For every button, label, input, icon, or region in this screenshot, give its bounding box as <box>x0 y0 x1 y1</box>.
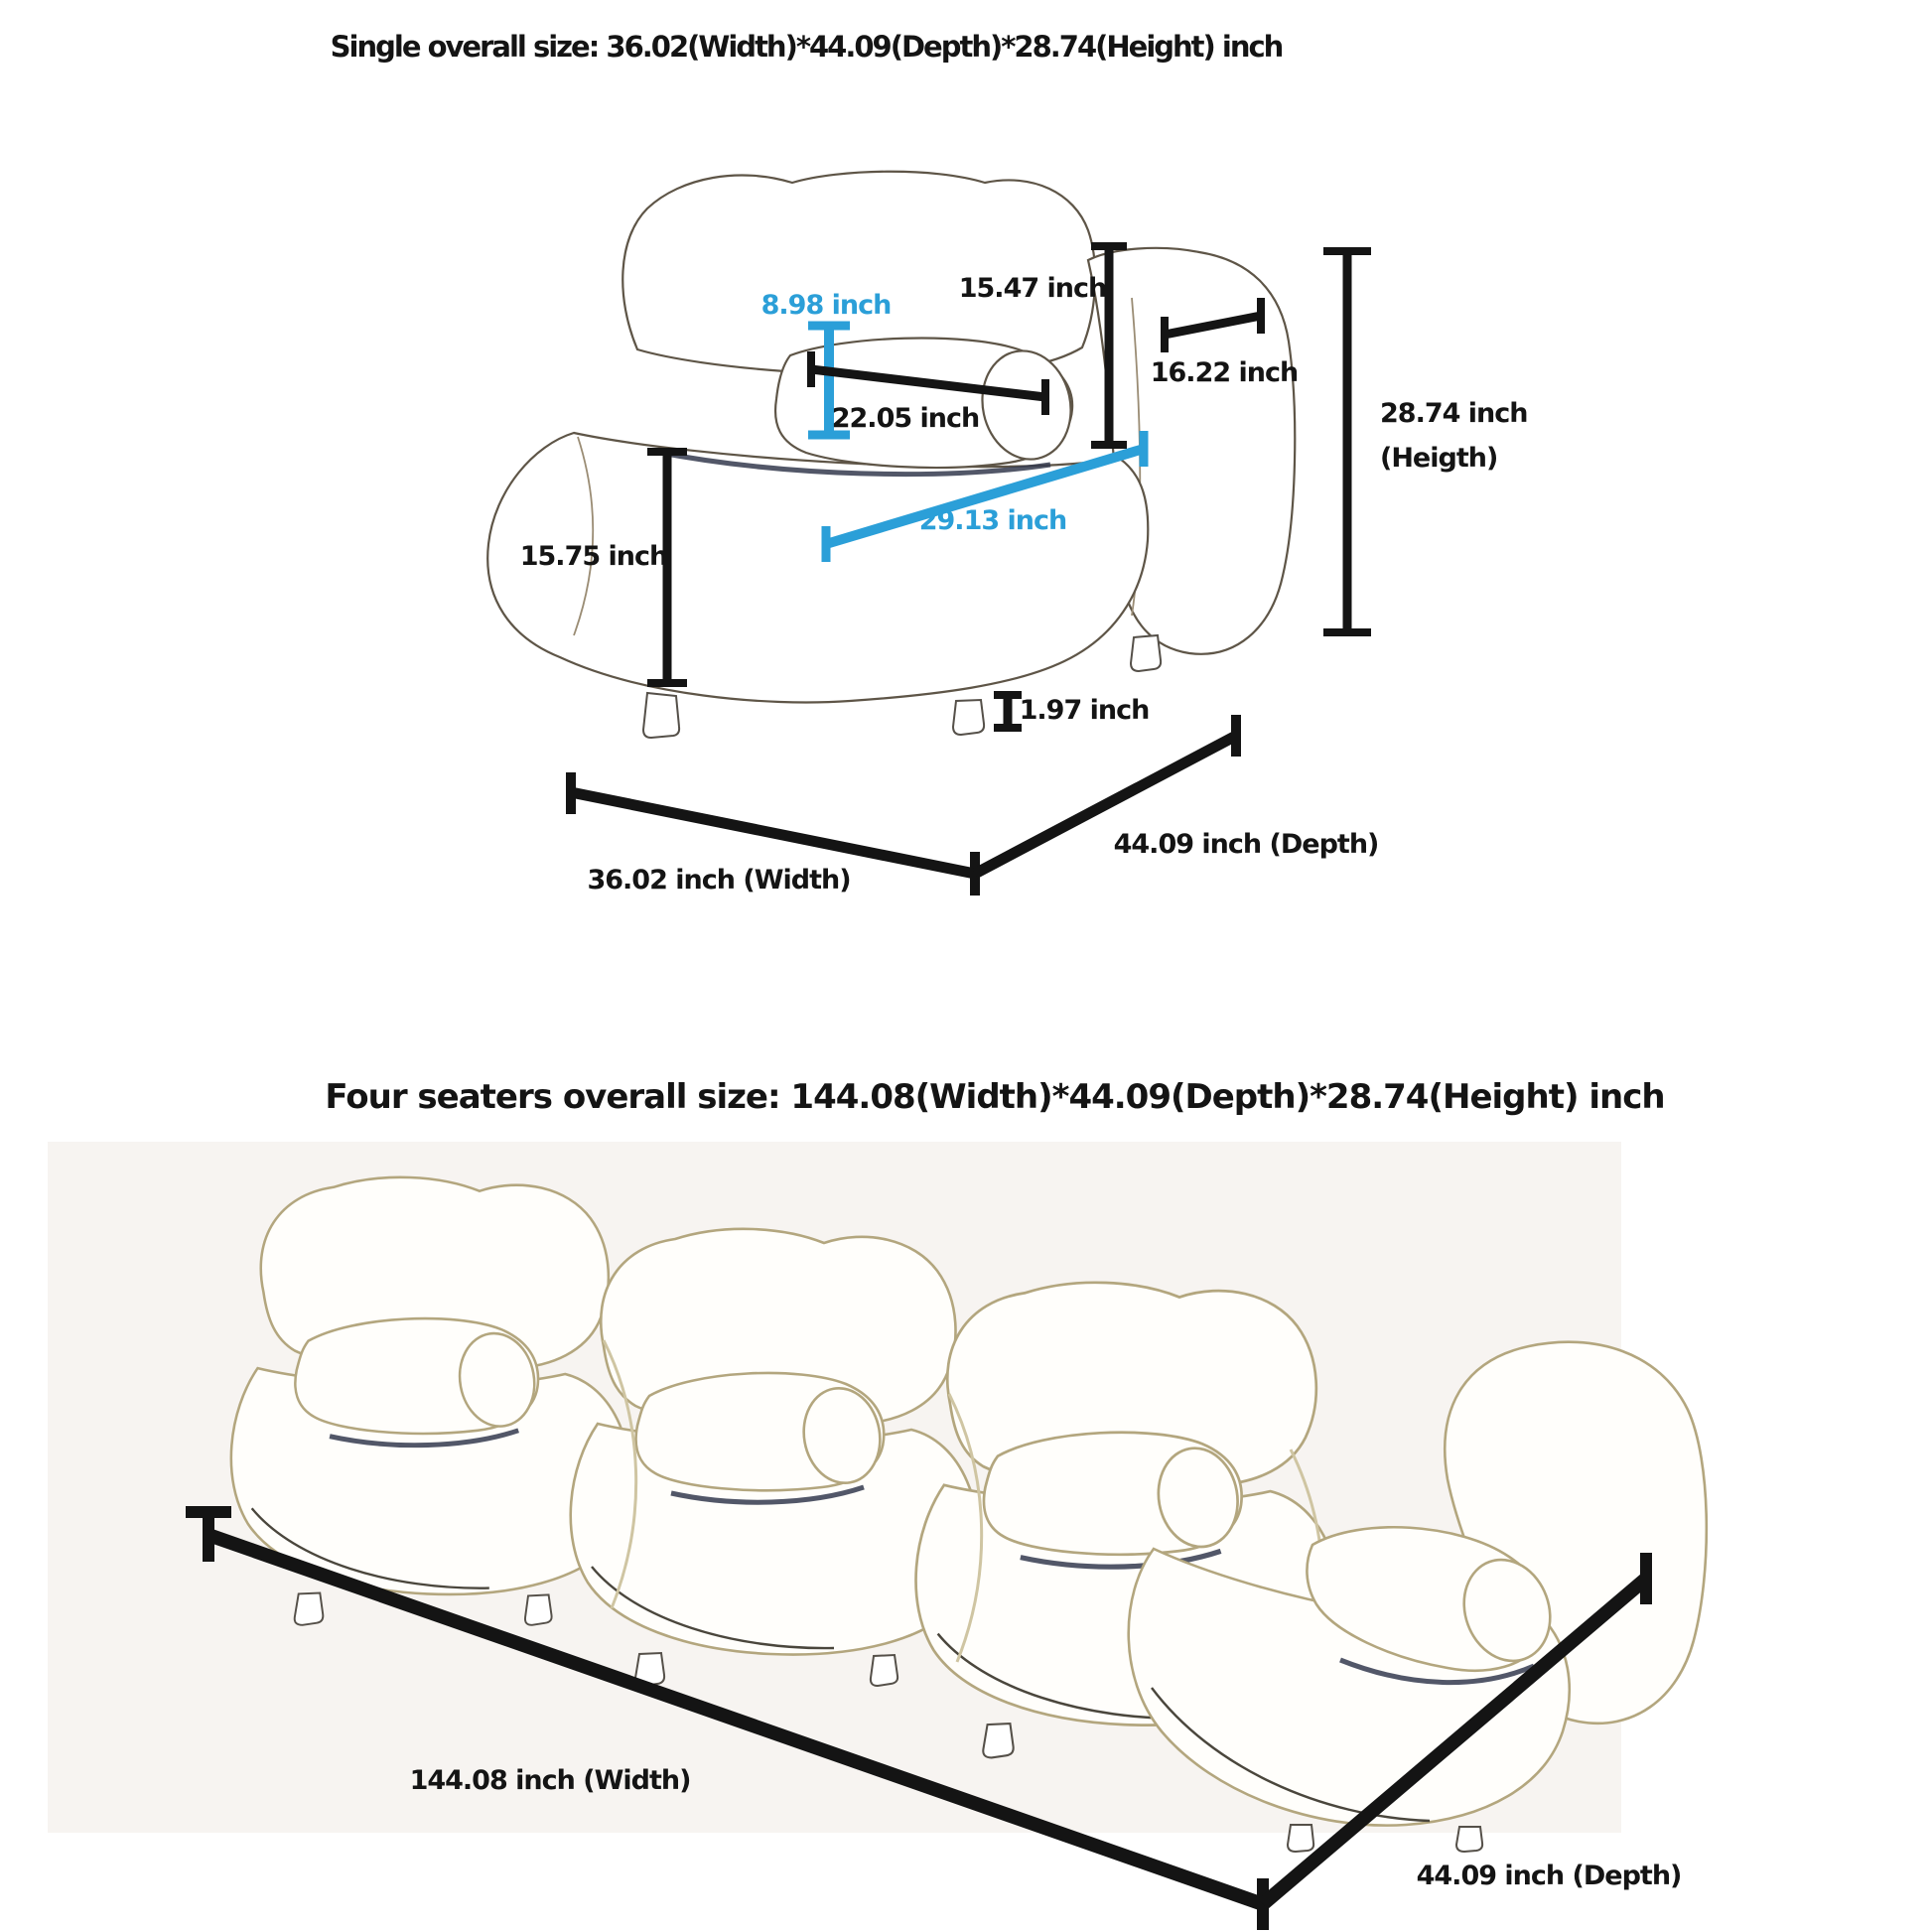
sofa-leg-1 <box>1288 1825 1313 1852</box>
dim-back-side-label: 16.22 inch <box>1150 357 1299 388</box>
four-seater-title: Four seaters overall size: 144.08(Width)*44.09(Depth)*28.74(Height) inch <box>325 1077 1665 1117</box>
dim-width-label: 36.02 inch (Width) <box>587 865 851 896</box>
dim-overall-height-label: 28.74 inch <box>1380 398 1528 429</box>
dim-pillow-height-label: 8.98 inch <box>760 290 892 321</box>
dim-width-line <box>571 792 975 874</box>
chair-leg-left <box>643 693 679 738</box>
dim-seat-diagonal-label: 29.13 inch <box>918 505 1067 536</box>
dim-seat-height-label: 15.75 inch <box>519 541 668 572</box>
dim-sofa-depth-label: 44.09 inch (Depth) <box>1416 1861 1682 1891</box>
single-chair-sketch <box>487 172 1295 738</box>
single-title: Single overall size: 36.02(Width)*44.09(Depth)*28.74(Height) inch <box>330 30 1283 64</box>
dim-overall-height-caption: (Heigth) <box>1380 443 1498 474</box>
sofa-leg-2 <box>1456 1827 1482 1852</box>
dim-leg-height-label: 1.97 inch <box>1019 695 1150 726</box>
chair-leg-front <box>953 700 984 735</box>
dim-depth-label: 44.09 inch (Depth) <box>1113 829 1379 860</box>
chair-leg-right <box>1131 635 1161 671</box>
dim-pillow-length-label: 22.05 inch <box>831 403 980 434</box>
dim-back-height-label: 15.47 inch <box>958 273 1107 304</box>
dim-sofa-width-label: 144.08 inch (Width) <box>409 1765 691 1796</box>
